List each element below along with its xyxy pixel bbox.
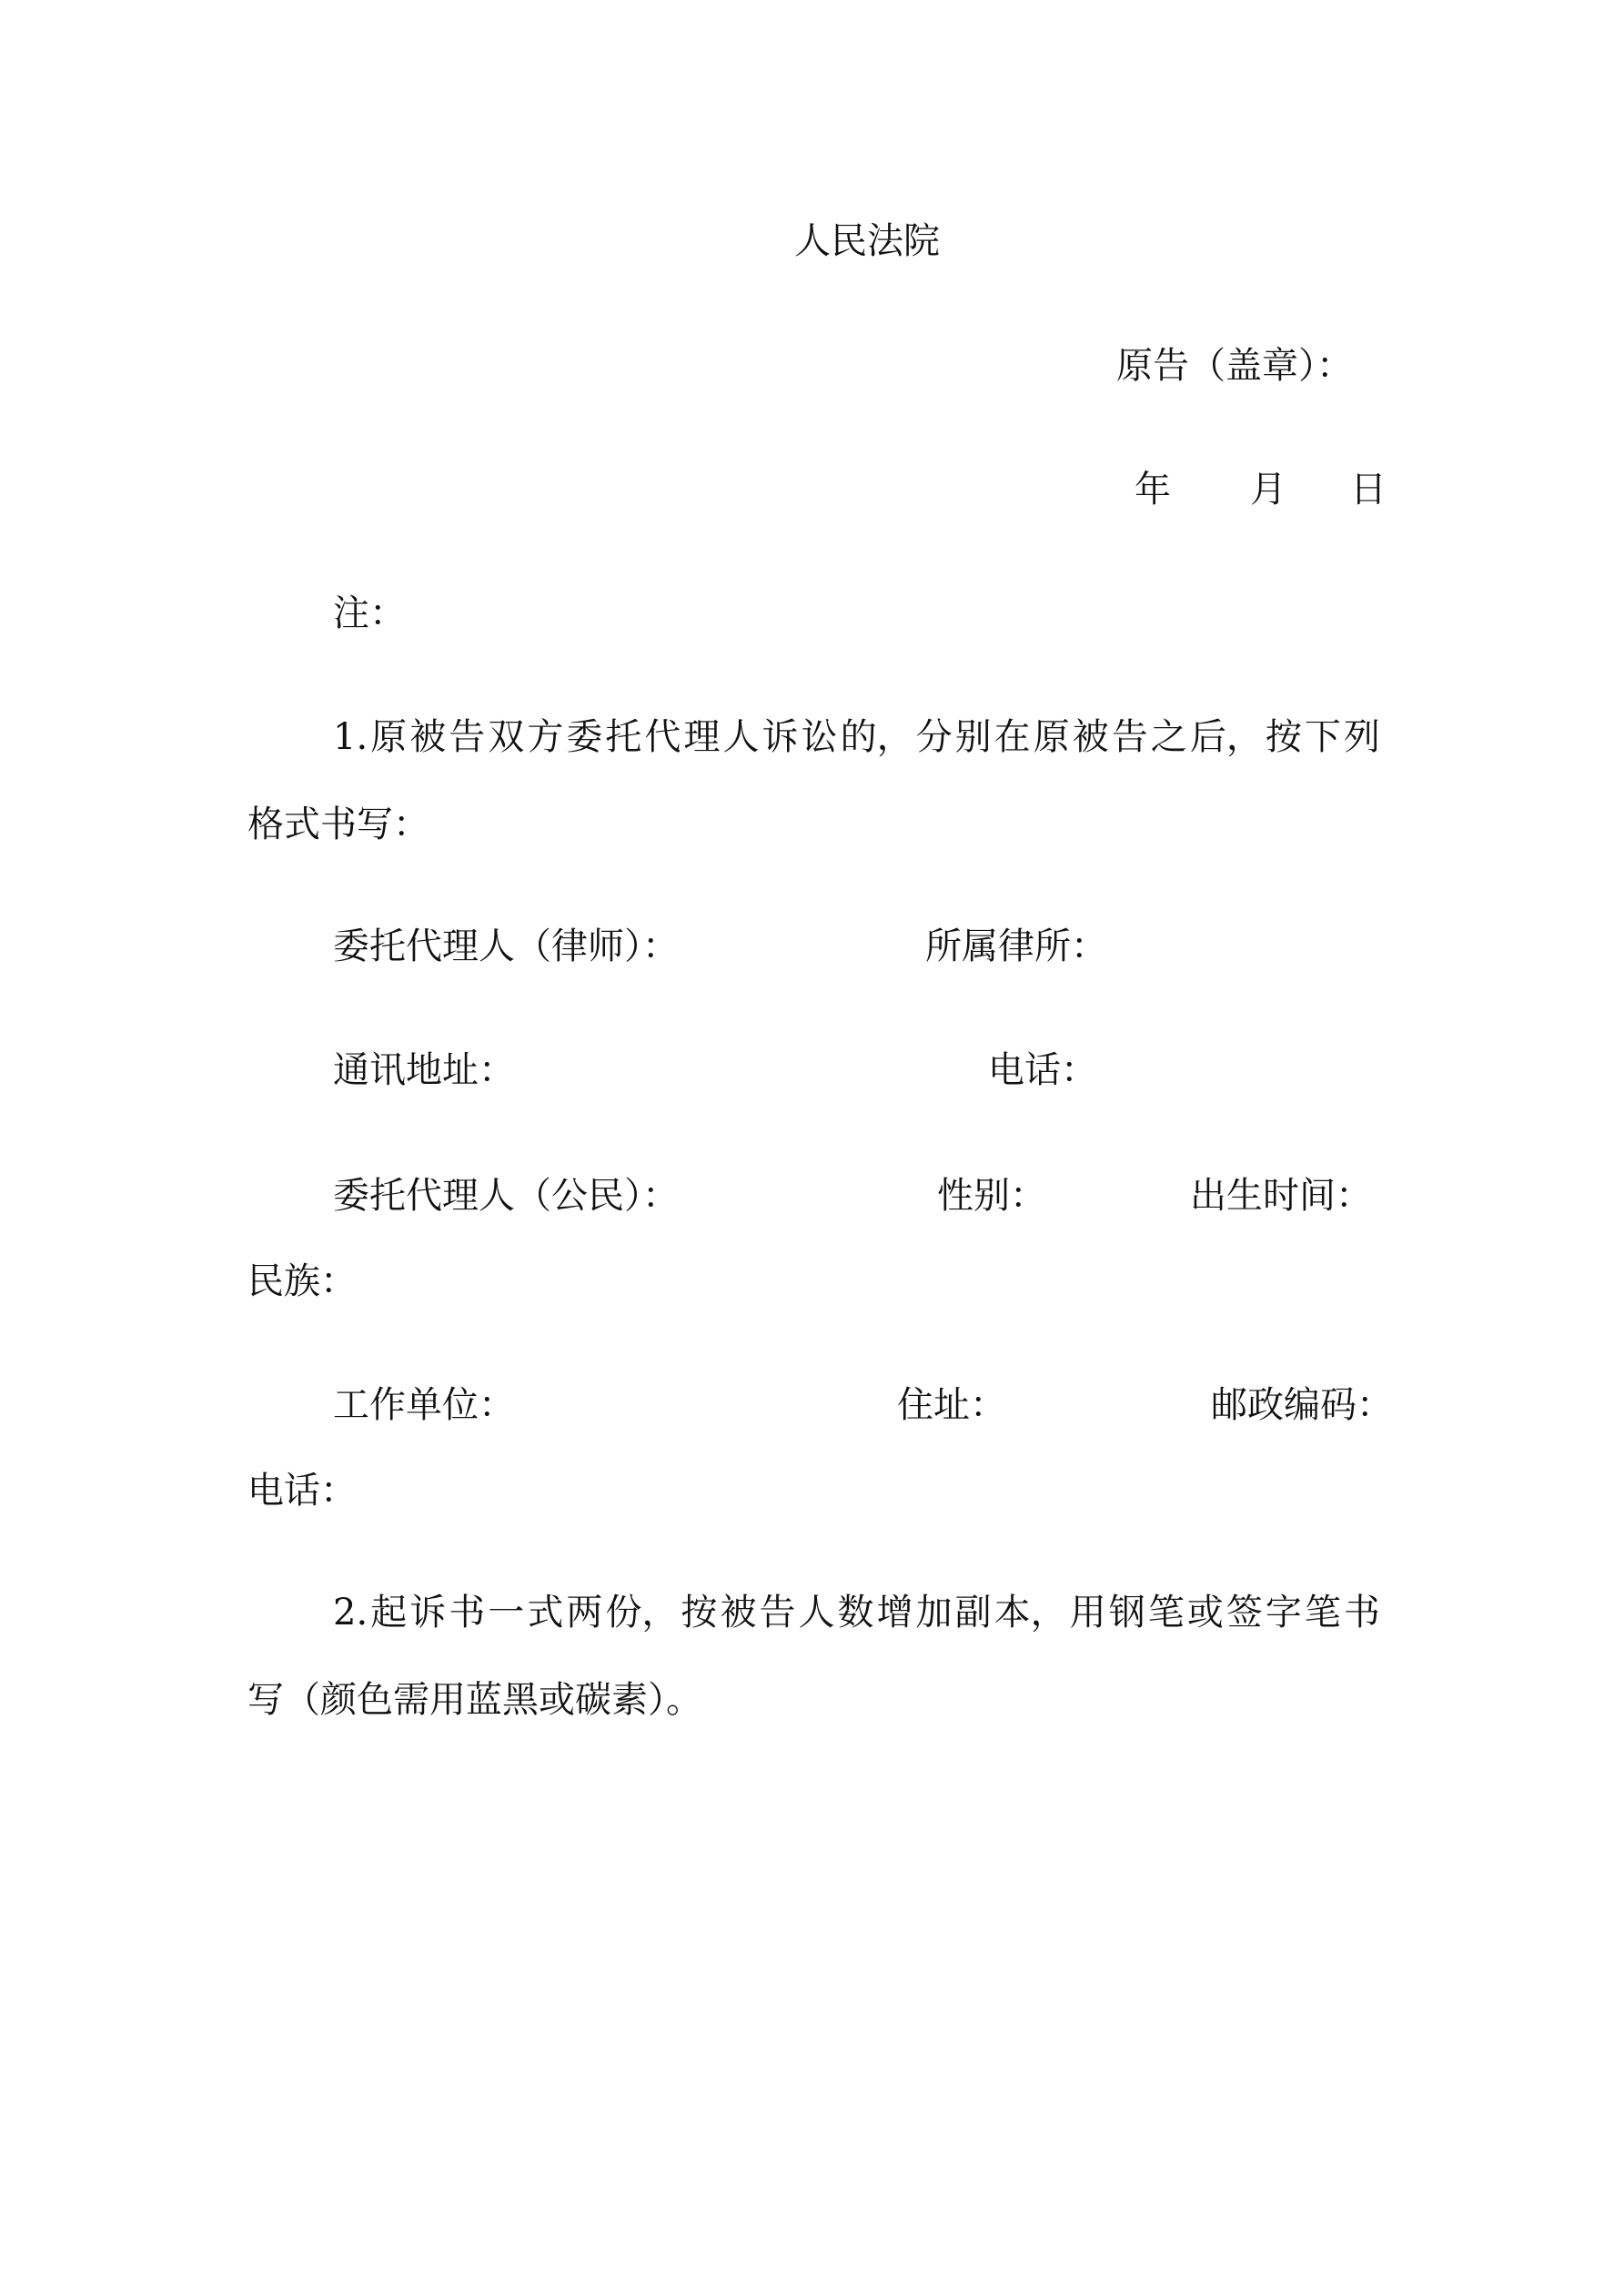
note-2-glyph: 份， — [605, 1592, 679, 1633]
note-1-glyph: 代 — [644, 716, 681, 758]
note-1-glyph: 诉 — [762, 716, 799, 758]
workplace-label: 工作单位： — [333, 1384, 515, 1426]
note-1-glyph: 方 — [527, 716, 564, 758]
note-2-glyph: 2. — [333, 1592, 368, 1633]
note-1-glyph: 之 — [1150, 716, 1187, 758]
note-2-glyph: 签 — [1226, 1592, 1263, 1633]
residence-label: 住址： — [897, 1384, 1006, 1426]
note-1-glyph: 讼 — [801, 716, 838, 758]
note-2-glyph: 用 — [1069, 1592, 1106, 1633]
note-1-glyph: 列 — [1343, 716, 1380, 758]
note-1-glyph: 别 — [954, 716, 992, 758]
note-2-glyph: 笔 — [1304, 1592, 1341, 1633]
note-1-glyph: 按 — [1265, 716, 1302, 758]
note-2-glyph: 按 — [681, 1592, 718, 1633]
note-2-glyph: 人 — [798, 1592, 835, 1633]
birth-time-label: 出生时间： — [1190, 1175, 1372, 1217]
note-1-glyph: 在 — [994, 716, 1031, 758]
note-1-glyph: 原 — [1033, 716, 1070, 758]
note-2-glyph: 两 — [566, 1592, 603, 1633]
court-title: 人民法院 — [794, 220, 940, 262]
note-2-glyph: 副 — [954, 1592, 992, 1633]
agent-citizen-label: 委托代理人（公民）： — [333, 1175, 679, 1217]
ethnicity-label: 民族： — [247, 1260, 357, 1302]
plaintiff-seal-label: 原告（盖章）： — [1116, 345, 1353, 387]
note-1-glyph: 下 — [1304, 716, 1341, 758]
note-1-glyph: 的， — [840, 716, 913, 758]
date-month-label: 月 — [1250, 469, 1286, 511]
note-1-glyph: 人 — [722, 716, 760, 758]
note-2-glyph: 字 — [1265, 1592, 1302, 1633]
date-year-label: 年 — [1135, 469, 1171, 511]
note-2-glyph: 增 — [876, 1592, 913, 1633]
note-1-glyph: 告 — [1111, 716, 1148, 758]
note-2-line-1 — [333, 1591, 1380, 1634]
note-2-glyph: 加 — [915, 1592, 953, 1633]
note-1-glyph: 被 — [1072, 716, 1109, 758]
note-2-glyph: 本， — [994, 1592, 1067, 1633]
date-day-label: 日 — [1350, 469, 1387, 511]
note-1-glyph: 后， — [1189, 716, 1263, 758]
note-1-glyph: 分 — [915, 716, 953, 758]
note-1-glyph: 双 — [488, 716, 525, 758]
note-2-glyph: 诉 — [409, 1592, 447, 1633]
gender-label: 性别： — [937, 1175, 1046, 1217]
note-1-glyph: 被 — [409, 716, 447, 758]
address-label: 通讯地址： — [333, 1049, 515, 1091]
note-1-glyph: 托 — [605, 716, 642, 758]
note-2-glyph: 书 — [449, 1592, 486, 1633]
note-2-glyph: 笔 — [1147, 1592, 1185, 1633]
note-2-glyph: 书 — [1343, 1592, 1380, 1633]
note-2-glyph: 起 — [370, 1592, 408, 1633]
note-1-glyph: 原 — [370, 716, 408, 758]
note-1-glyph: 1. — [333, 716, 368, 758]
note-2-glyph: 或 — [1186, 1592, 1224, 1633]
note-1-line-2: 格式书写： — [247, 804, 429, 845]
note-2-glyph: 告 — [759, 1592, 796, 1633]
note-1-glyph: 委 — [566, 716, 603, 758]
note-2-glyph: 一 — [488, 1592, 525, 1633]
law-firm-label: 所属律所： — [925, 925, 1107, 967]
note-2-glyph: 数 — [837, 1592, 874, 1633]
note-1-line-1 — [333, 715, 1380, 759]
note-2-glyph: 式 — [527, 1592, 564, 1633]
note-2-line-2: 写（颜色需用蓝黑或碳素）。 — [247, 1679, 702, 1721]
agent-lawyer-label: 委托代理人（律师）： — [333, 925, 679, 967]
postal-code-label: 邮政编码： — [1211, 1384, 1393, 1426]
note-1-glyph: 告 — [449, 716, 486, 758]
phone-label: 电话： — [988, 1049, 1097, 1091]
phone-label-2: 电话： — [247, 1470, 357, 1512]
note-2-glyph: 钢 — [1108, 1592, 1145, 1633]
note-2-glyph: 被 — [720, 1592, 757, 1633]
note-1-glyph: 理 — [683, 716, 721, 758]
notes-heading: 注： — [333, 592, 406, 634]
